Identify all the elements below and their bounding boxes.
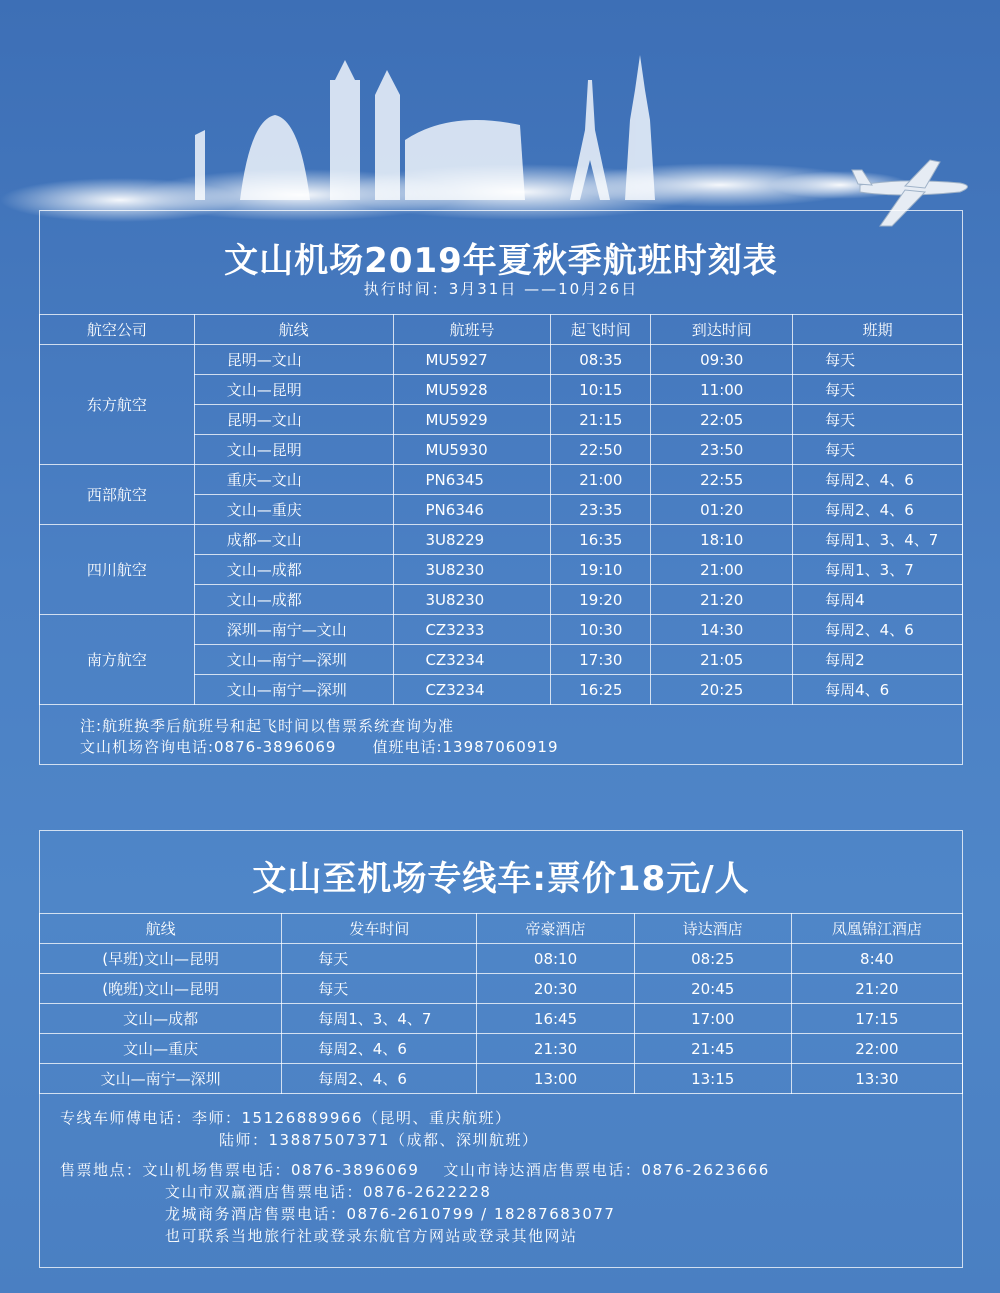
arrival-cell: 09:30 <box>651 345 793 375</box>
days-cell: 每周1、3、4、7 <box>282 1004 477 1034</box>
flight-no-cell: MU5928 <box>393 375 551 405</box>
header-dihao-hotel: 帝豪酒店 <box>477 914 634 944</box>
departure-cell: 22:50 <box>551 435 651 465</box>
driver-line-1 <box>60 1107 770 1129</box>
route-cell: 文山—南宁—深圳 <box>194 675 393 705</box>
header-flight-no: 航班号 <box>393 315 551 345</box>
time-cell: 21:45 <box>634 1034 791 1064</box>
departure-cell: 21:00 <box>551 465 651 495</box>
arrival-cell: 11:00 <box>651 375 793 405</box>
schedule-cell: 每周1、3、4、7 <box>793 525 963 555</box>
days-cell: 每天 <box>282 974 477 1004</box>
flight-validity-period: 执行时间：3月31日 ——10月26日 <box>363 280 639 298</box>
ticket-line-4 <box>60 1225 770 1247</box>
time-cell: 13:30 <box>791 1064 962 1094</box>
route-cell: 文山—昆明 <box>194 435 393 465</box>
flight-no-cell: 3U8230 <box>393 555 551 585</box>
header-schedule: 班期 <box>793 315 963 345</box>
time-cell: 21:20 <box>791 974 962 1004</box>
header-departure-days: 发车时间 <box>282 914 477 944</box>
time-cell: 20:45 <box>634 974 791 1004</box>
flight-notes <box>80 716 559 758</box>
arrival-cell: 21:00 <box>651 555 793 585</box>
time-cell: 08:25 <box>634 944 791 974</box>
schedule-cell: 每天 <box>793 435 963 465</box>
time-cell: 22:00 <box>791 1034 962 1064</box>
flight-no-cell: PN6345 <box>393 465 551 495</box>
ticket-line-1 <box>60 1159 770 1181</box>
ticket-location-label: 售票地点： <box>60 1161 143 1179</box>
header-departure: 起飞时间 <box>551 315 651 345</box>
time-cell: 13:00 <box>477 1064 634 1094</box>
departure-cell: 16:25 <box>551 675 651 705</box>
route-cell: 文山—南宁—深圳 <box>40 1064 282 1094</box>
time-cell: 20:30 <box>477 974 634 1004</box>
flight-no-cell: CZ3233 <box>393 615 551 645</box>
ticket-line-3 <box>60 1203 770 1225</box>
duty-phone: 值班电话:13987060919 <box>372 738 559 756</box>
schedule-cell: 每周1、3、7 <box>793 555 963 585</box>
schedule-cell: 每周2、4、6 <box>793 615 963 645</box>
route-cell: 文山—昆明 <box>194 375 393 405</box>
departure-cell: 19:20 <box>551 585 651 615</box>
header-arrival: 到达时间 <box>651 315 793 345</box>
departure-cell: 21:15 <box>551 405 651 435</box>
days-cell: 每周2、4、6 <box>282 1064 477 1094</box>
shuangying-ticket-phone: 文山市双赢酒店售票电话：0876-2622228 <box>165 1183 492 1201</box>
airline-name: 四川航空 <box>40 525 195 615</box>
airport-ticket-phone: 文山机场售票电话：0876-3896069 <box>142 1161 420 1179</box>
ticket-line-2 <box>60 1181 770 1203</box>
time-cell: 08:10 <box>477 944 634 974</box>
schedule-cell: 每周2、4、6 <box>793 495 963 525</box>
schedule-cell: 每周2 <box>793 645 963 675</box>
time-cell: 21:30 <box>477 1034 634 1064</box>
cloud-skyline-illustration <box>0 0 1000 240</box>
airport-inquiry-phone: 文山机场咨询电话:0876-3896069 <box>80 738 337 756</box>
longcheng-ticket-phone: 龙城商务酒店售票电话：0876-2610799 / 18287683077 <box>165 1205 616 1223</box>
route-cell: 深圳—南宁—文山 <box>194 615 393 645</box>
table-row <box>40 465 963 495</box>
header-fenghuang-hotel: 凤凰锦江酒店 <box>791 914 962 944</box>
route-cell: 昆明—文山 <box>194 345 393 375</box>
table-row <box>40 1034 963 1064</box>
schedule-cell: 每周4、6 <box>793 675 963 705</box>
route-cell: 文山—成都 <box>194 555 393 585</box>
header-shida-hotel: 诗达酒店 <box>634 914 791 944</box>
flight-no-cell: MU5929 <box>393 405 551 435</box>
flight-no-cell: CZ3234 <box>393 675 551 705</box>
arrival-cell: 21:05 <box>651 645 793 675</box>
arrival-cell: 22:05 <box>651 405 793 435</box>
departure-cell: 16:35 <box>551 525 651 555</box>
route-cell: (早班)文山—昆明 <box>40 944 282 974</box>
time-cell: 17:00 <box>634 1004 791 1034</box>
arrival-cell: 21:20 <box>651 585 793 615</box>
route-cell: 成都—文山 <box>194 525 393 555</box>
driver-phone-lu: 陆师：13887507371（成都、深圳航班） <box>219 1131 539 1149</box>
departure-cell: 08:35 <box>551 345 651 375</box>
shuttle-bus-title: 文山至机场专线车:票价18元/人 <box>252 859 750 899</box>
arrival-cell: 22:55 <box>651 465 793 495</box>
departure-cell: 10:15 <box>551 375 651 405</box>
table-row <box>40 944 963 974</box>
days-cell: 每天 <box>282 944 477 974</box>
route-cell: 文山—成都 <box>40 1004 282 1034</box>
departure-cell: 10:30 <box>551 615 651 645</box>
arrival-cell: 23:50 <box>651 435 793 465</box>
table-row <box>40 615 963 645</box>
flight-no-cell: MU5930 <box>393 435 551 465</box>
departure-cell: 23:35 <box>551 495 651 525</box>
schedule-cell: 每周4 <box>793 585 963 615</box>
table-row <box>40 1004 963 1034</box>
flight-no-cell: 3U8230 <box>393 585 551 615</box>
schedule-cell: 每天 <box>793 405 963 435</box>
route-cell: 文山—成都 <box>194 585 393 615</box>
airline-name: 西部航空 <box>40 465 195 525</box>
route-cell: 昆明—文山 <box>194 405 393 435</box>
shida-ticket-phone: 文山市诗达酒店售票电话：0876-2623666 <box>443 1161 770 1179</box>
shuttle-bus-panel <box>39 830 963 1268</box>
departure-cell: 17:30 <box>551 645 651 675</box>
arrival-cell: 20:25 <box>651 675 793 705</box>
time-cell: 8:40 <box>791 944 962 974</box>
arrival-cell: 14:30 <box>651 615 793 645</box>
route-cell: (晚班)文山—昆明 <box>40 974 282 1004</box>
contact-line <box>80 737 559 758</box>
airline-name: 南方航空 <box>40 615 195 705</box>
route-cell: 重庆—文山 <box>194 465 393 495</box>
flight-timetable-panel <box>39 210 963 765</box>
schedule-change-note: 注:航班换季后航班号和起飞时间以售票系统查询为准 <box>80 717 455 735</box>
flight-no-cell: 3U8229 <box>393 525 551 555</box>
other-channels-note: 也可联系当地旅行社或登录东航官方网站或登录其他网站 <box>165 1227 578 1245</box>
table-row <box>40 1064 963 1094</box>
time-cell: 13:15 <box>634 1064 791 1094</box>
driver-phone-label: 专线车师傅电话： <box>60 1109 193 1127</box>
flight-timetable-title: 文山机场2019年夏秋季航班时刻表 <box>224 241 778 281</box>
time-cell: 16:45 <box>477 1004 634 1034</box>
header-airline: 航空公司 <box>40 315 195 345</box>
airline-name: 东方航空 <box>40 345 195 465</box>
flight-no-cell: CZ3234 <box>393 645 551 675</box>
arrival-cell: 01:20 <box>651 495 793 525</box>
schedule-cell: 每天 <box>793 375 963 405</box>
driver-line-2 <box>60 1129 770 1151</box>
days-cell: 每周2、4、6 <box>282 1034 477 1064</box>
table-row <box>40 525 963 555</box>
schedule-cell: 每天 <box>793 345 963 375</box>
arrival-cell: 18:10 <box>651 525 793 555</box>
time-cell: 17:15 <box>791 1004 962 1034</box>
shuttle-table-header <box>40 914 963 944</box>
driver-phone-li: 李师：15126889966（昆明、重庆航班） <box>192 1109 512 1127</box>
header-route: 航线 <box>194 315 393 345</box>
departure-cell: 19:10 <box>551 555 651 585</box>
header-route: 航线 <box>40 914 282 944</box>
shuttle-table <box>39 913 963 1094</box>
table-row <box>40 974 963 1004</box>
flight-no-cell: MU5927 <box>393 345 551 375</box>
route-cell: 文山—南宁—深圳 <box>194 645 393 675</box>
flight-no-cell: PN6346 <box>393 495 551 525</box>
shuttle-contact-info <box>60 1107 770 1247</box>
flight-table-header <box>40 315 963 345</box>
route-cell: 文山—重庆 <box>194 495 393 525</box>
route-cell: 文山—重庆 <box>40 1034 282 1064</box>
schedule-cell: 每周2、4、6 <box>793 465 963 495</box>
table-row <box>40 345 963 375</box>
flight-table <box>39 314 963 705</box>
